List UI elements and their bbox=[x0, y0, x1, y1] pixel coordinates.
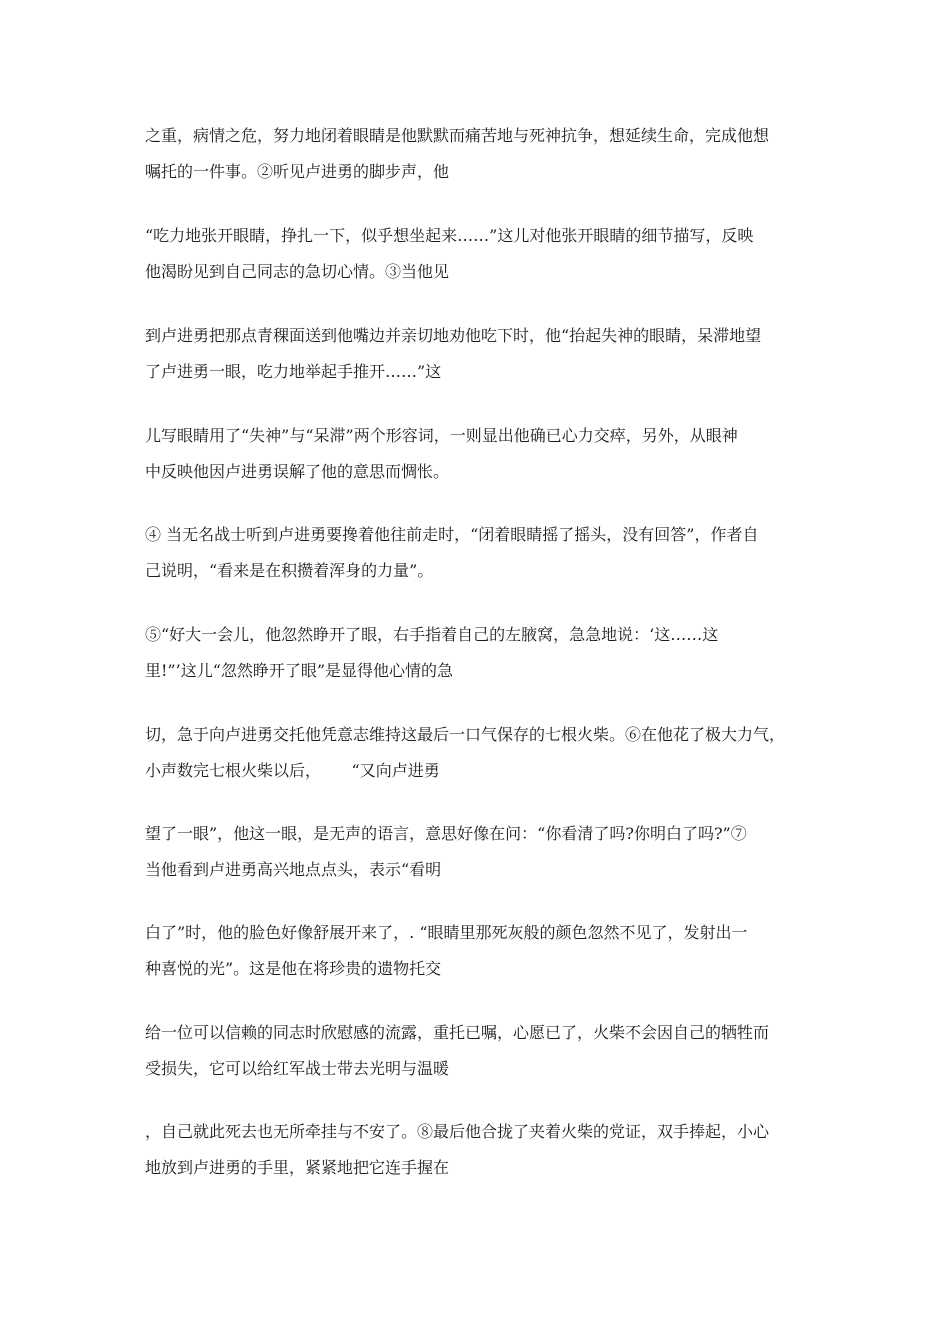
text-line: ④ 当无名战士听到卢进勇要搀着他往前走时，“闭着眼睛摇了摇头，没有回答”，作者自 bbox=[145, 525, 759, 544]
text-line: 小声数完七根火柴以后， “又向卢进勇 bbox=[145, 761, 440, 780]
text-line: 嘱托的一件事。②听见卢进勇的脚步声，他 bbox=[145, 162, 450, 181]
text-line: 给一位可以信赖的同志时欣慰感的流露，重托已嘱，心愿已了，火柴不会因自己的牺牲而 bbox=[145, 1023, 770, 1042]
paragraph bbox=[145, 915, 815, 987]
text-line: 他渴盼见到自己同志的急切心情。③当他见 bbox=[145, 262, 450, 281]
text-line: 己说明，“看来是在积攒着浑身的力量”。 bbox=[145, 561, 434, 580]
text-line: ⑤“好大一会儿，他忽然睁开了眼，右手指着自己的左腋窝，急急地说：‘这……这 bbox=[145, 625, 719, 644]
text-line: 当他看到卢进勇高兴地点点头，表示“看明 bbox=[145, 860, 442, 879]
text-line: 里!”’这儿“忽然睁开了眼”是显得他心情的急 bbox=[145, 661, 454, 680]
text-line: 儿写眼睛用了“失神”与“呆滞”两个形容词，一则显出他确已心力交瘁，另外，从眼神 bbox=[145, 426, 738, 445]
text-line: 之重，病情之危，努力地闭着眼睛是他默默而痛苦地与死神抗争，想延续生命，完成他想 bbox=[145, 126, 770, 145]
text-line: 望了一眼”，他这一眼，是无声的语言，意思好像在问：“你看清了吗?你明白了吗?”⑦ bbox=[145, 824, 747, 843]
text-line: ，自己就此死去也无所牵挂与不安了。⑧最后他合拢了夹着火柴的党证，双手捧起，小心 bbox=[145, 1122, 770, 1141]
paragraph bbox=[145, 717, 815, 789]
text-line: “吃力地张开眼睛，挣扎一下，似乎想坐起来……”这儿对他张开眼睛的细节描写，反映 bbox=[145, 226, 754, 245]
text-line: 中反映他因卢进勇误解了他的意思而惆怅。 bbox=[145, 462, 450, 481]
paragraph bbox=[145, 617, 815, 689]
text-line: 到卢进勇把那点青稞面送到他嘴边并亲切地劝他吃下时，他“抬起失神的眼睛，呆滞地望 bbox=[145, 326, 762, 345]
text-line: 了卢进勇一眼，吃力地举起手推开……”这 bbox=[145, 362, 442, 381]
paragraph bbox=[145, 816, 815, 888]
text-line: 种喜悦的光”。这是他在将珍贵的遗物托交 bbox=[145, 959, 442, 978]
paragraph bbox=[145, 1114, 815, 1186]
text-line: 白了”时，他的脸色好像舒展开来了，. “眼睛里那死灰般的颜色忽然不见了，发射出一 bbox=[145, 923, 748, 942]
paragraph bbox=[145, 418, 815, 490]
paragraph bbox=[145, 517, 815, 589]
text-line: 切，急于向卢进勇交托他凭意志维持这最后一口气保存的七根火柴。⑥在他花了极大力气， bbox=[145, 725, 786, 744]
paragraph bbox=[145, 318, 815, 390]
text-line: 受损失，它可以给红军战士带去光明与温暖 bbox=[145, 1059, 450, 1078]
paragraph bbox=[145, 1015, 815, 1087]
paragraph bbox=[145, 218, 815, 290]
text-line: 地放到卢进勇的手里，紧紧地把它连手握在 bbox=[145, 1158, 450, 1177]
paragraph bbox=[145, 118, 815, 190]
